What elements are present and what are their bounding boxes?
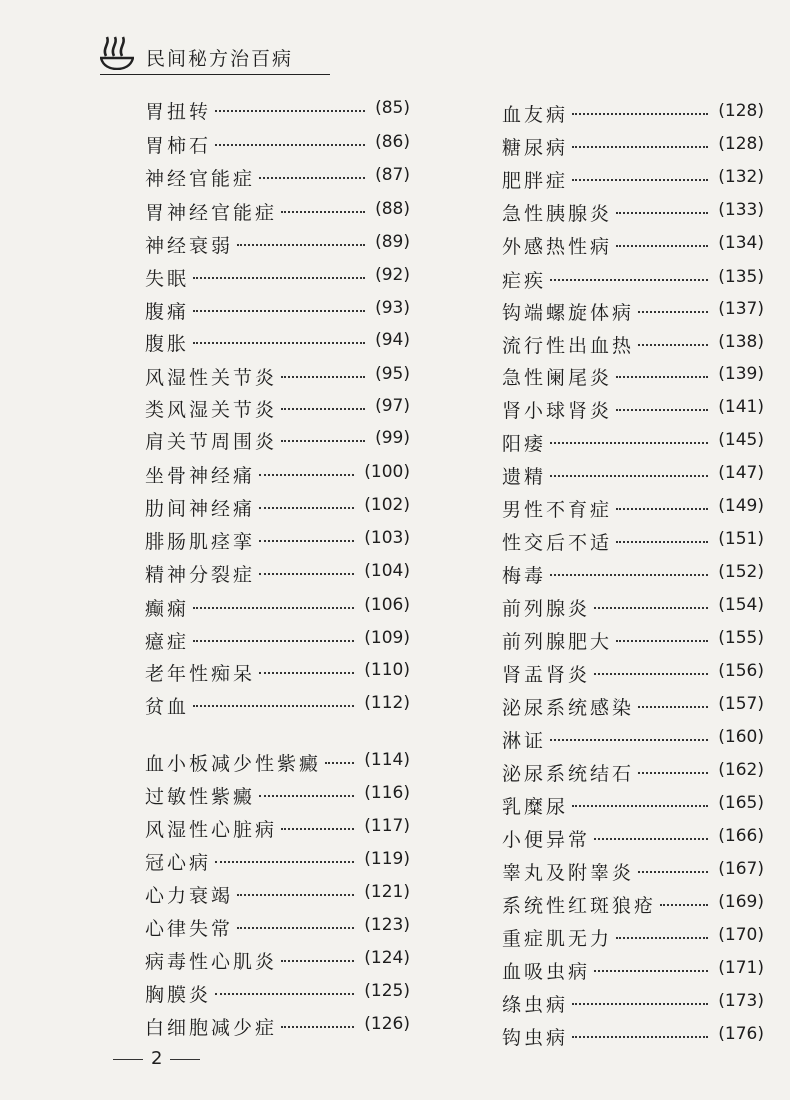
toc-entry-title: 淋证 — [502, 730, 547, 752]
toc-entry-page: (88) — [375, 199, 410, 219]
toc-entry — [145, 594, 410, 626]
toc-entry-title: 系统性红斑狼疮 — [502, 895, 657, 917]
toc-entry-page: (116) — [364, 783, 410, 803]
toc-entry — [145, 363, 410, 395]
toc-entry-page: (114) — [364, 750, 410, 770]
dot-leader — [259, 795, 354, 797]
toc-entry — [502, 792, 764, 824]
toc-entry — [145, 749, 410, 781]
toc-entry-title: 泌尿系统结石 — [502, 763, 635, 785]
toc-entry — [145, 297, 410, 329]
toc-entry-title: 钩端螺旋体病 — [502, 302, 635, 324]
toc-entry-page: (162) — [718, 760, 764, 780]
toc-entry — [145, 494, 410, 526]
toc-entry — [145, 97, 410, 129]
toc-entry-page: (156) — [718, 661, 764, 681]
dot-leader — [193, 705, 354, 707]
toc-entry-page: (97) — [375, 396, 410, 416]
toc-entry — [502, 858, 764, 890]
toc-entry-title: 风湿性心脏病 — [145, 819, 278, 841]
toc-entry — [145, 527, 410, 559]
toc-entry-title: 重症肌无力 — [502, 928, 613, 950]
toc-entry-title: 腹胀 — [145, 333, 190, 355]
toc-entry-title: 类风湿关节炎 — [145, 399, 278, 421]
toc-entry-page: (110) — [364, 660, 410, 680]
toc-entry-title: 钩虫病 — [502, 1027, 569, 1049]
toc-entry — [502, 100, 764, 132]
toc-entry — [145, 914, 410, 946]
dot-leader — [259, 507, 354, 509]
toc-entry-title: 阳痿 — [502, 433, 547, 455]
toc-entry — [145, 329, 410, 361]
dot-leader — [616, 212, 708, 214]
toc-entry-page: (121) — [364, 882, 410, 902]
toc-entry-title: 肋间神经痛 — [145, 498, 256, 520]
toc-entry-title: 胃神经官能症 — [145, 202, 278, 224]
dot-leader — [259, 540, 354, 542]
toc-entry-page: (134) — [718, 233, 764, 253]
toc-entry — [145, 395, 410, 427]
toc-entry-page: (139) — [718, 364, 764, 384]
dot-leader — [638, 344, 708, 346]
dot-leader — [572, 179, 708, 181]
toc-entry-title: 心力衰竭 — [145, 885, 234, 907]
dot-leader — [281, 1026, 354, 1028]
toc-entry — [502, 627, 764, 659]
toc-entry-title: 神经衰弱 — [145, 235, 234, 257]
toc-entry-title: 肾盂肾炎 — [502, 664, 591, 686]
dot-leader — [259, 474, 354, 476]
toc-entry — [145, 164, 410, 196]
toc-entry-page: (112) — [364, 693, 410, 713]
toc-entry-title: 前列腺炎 — [502, 598, 591, 620]
toc-entry — [145, 692, 410, 724]
toc-entry — [145, 131, 410, 163]
running-header — [100, 30, 740, 80]
toc-entry — [145, 461, 410, 493]
toc-entry-title: 外感热性病 — [502, 236, 613, 258]
toc-entry-title: 病毒性心肌炎 — [145, 951, 278, 973]
toc-entry-page: (123) — [364, 915, 410, 935]
footer-dash-right — [170, 1059, 200, 1060]
book-title: 民间秘方治百病 — [146, 48, 294, 70]
toc-entry-page: (154) — [718, 595, 764, 615]
flame-logo-icon — [100, 34, 134, 70]
toc-entry-page: (119) — [364, 849, 410, 869]
toc-entry — [145, 427, 410, 459]
toc-entry — [502, 232, 764, 264]
dot-leader — [550, 279, 708, 281]
toc-entry — [502, 825, 764, 857]
toc-entry-page: (87) — [375, 165, 410, 185]
toc-entry-title: 冠心病 — [145, 852, 212, 874]
toc-entry-title: 疟疾 — [502, 270, 547, 292]
toc-entry-title: 腓肠肌痉挛 — [145, 531, 256, 553]
toc-entry-title: 乳糜尿 — [502, 796, 569, 818]
toc-entry — [502, 990, 764, 1022]
toc-entry-page: (155) — [718, 628, 764, 648]
toc-entry-page: (176) — [718, 1024, 764, 1044]
dot-leader — [550, 442, 708, 444]
dot-leader — [660, 904, 708, 906]
dot-leader — [572, 805, 708, 807]
toc-entry-page: (92) — [375, 265, 410, 285]
toc-entry — [502, 693, 764, 725]
footer-dash-left — [113, 1059, 143, 1060]
dot-leader — [281, 408, 365, 410]
toc-entry-page: (128) — [718, 134, 764, 154]
toc-entry-title: 贫血 — [145, 696, 190, 718]
toc-entry-title: 癔症 — [145, 631, 190, 653]
toc-entry — [145, 264, 410, 296]
toc-entry — [502, 528, 764, 560]
toc-entry-title: 心律失常 — [145, 918, 234, 940]
dot-leader — [215, 144, 365, 146]
toc-entry — [502, 759, 764, 791]
dot-leader — [594, 838, 708, 840]
toc-entry-title: 神经官能症 — [145, 168, 256, 190]
toc-entry-title: 绦虫病 — [502, 994, 569, 1016]
header-rule — [100, 74, 330, 75]
toc-entry-page: (165) — [718, 793, 764, 813]
dot-leader — [594, 607, 708, 609]
toc-entry-page: (106) — [364, 595, 410, 615]
toc-entry-title: 遗精 — [502, 466, 547, 488]
dot-leader — [550, 739, 708, 741]
dot-leader — [616, 409, 708, 411]
toc-entry-page: (102) — [364, 495, 410, 515]
dot-leader — [616, 376, 708, 378]
dot-leader — [193, 310, 365, 312]
toc-entry-title: 小便异常 — [502, 829, 591, 851]
toc-entry — [145, 815, 410, 847]
dot-leader — [638, 772, 708, 774]
dot-leader — [572, 146, 708, 148]
toc-entry-page: (141) — [718, 397, 764, 417]
dot-leader — [281, 960, 354, 962]
toc-entry — [502, 726, 764, 758]
toc-entry-title: 睾丸及附睾炎 — [502, 862, 635, 884]
toc-entry — [145, 980, 410, 1012]
toc-entry-page: (86) — [375, 132, 410, 152]
toc-entry-page: (124) — [364, 948, 410, 968]
toc-entry — [145, 198, 410, 230]
toc-entry — [145, 627, 410, 659]
toc-entry-page: (135) — [718, 267, 764, 287]
toc-entry-page: (100) — [364, 462, 410, 482]
toc-entry-title: 胃扭转 — [145, 101, 212, 123]
toc-entry-title: 胸膜炎 — [145, 984, 212, 1006]
toc-entry — [502, 166, 764, 198]
dot-leader — [550, 475, 708, 477]
dot-leader — [572, 1036, 708, 1038]
toc-entry-page: (151) — [718, 529, 764, 549]
dot-leader — [193, 640, 354, 642]
dot-leader — [259, 177, 365, 179]
dot-leader — [237, 244, 365, 246]
toc-entry — [145, 947, 410, 979]
toc-entry — [145, 881, 410, 913]
toc-entry-title: 肩关节周围炎 — [145, 431, 278, 453]
toc-entry-title: 肾小球肾炎 — [502, 400, 613, 422]
toc-entry-title: 糖尿病 — [502, 137, 569, 159]
dot-leader — [259, 573, 354, 575]
toc-entry-page: (157) — [718, 694, 764, 714]
toc-entry — [502, 1023, 764, 1055]
dot-leader — [215, 861, 354, 863]
toc-entry — [502, 660, 764, 692]
toc-entry-title: 过敏性紫癜 — [145, 786, 256, 808]
toc-entry — [145, 1013, 410, 1045]
toc-entry-page: (169) — [718, 892, 764, 912]
toc-entry-page: (145) — [718, 430, 764, 450]
toc-entry-page: (167) — [718, 859, 764, 879]
toc-entry-title: 血友病 — [502, 104, 569, 126]
toc-entry-title: 肥胖症 — [502, 170, 569, 192]
dot-leader — [281, 376, 365, 378]
toc-entry — [502, 891, 764, 923]
toc-entry-title: 癫痫 — [145, 598, 190, 620]
toc-entry — [502, 561, 764, 593]
toc-entry-page: (95) — [375, 364, 410, 384]
dot-leader — [193, 342, 365, 344]
toc-entry-page: (85) — [375, 98, 410, 118]
toc-entry — [145, 231, 410, 263]
dot-leader — [215, 993, 354, 995]
toc-entry — [145, 848, 410, 880]
dot-leader — [594, 673, 708, 675]
dot-leader — [325, 762, 354, 764]
toc-entry-title: 流行性出血热 — [502, 335, 635, 357]
dot-leader — [215, 110, 365, 112]
toc-entry-title: 前列腺肥大 — [502, 631, 613, 653]
toc-entry — [502, 957, 764, 989]
toc-entry-page: (117) — [364, 816, 410, 836]
toc-entry-page: (128) — [718, 101, 764, 121]
toc-entry-page: (104) — [364, 561, 410, 581]
page-number-footer — [105, 1048, 208, 1069]
dot-leader — [638, 706, 708, 708]
toc-entry-page: (152) — [718, 562, 764, 582]
dot-leader — [572, 1003, 708, 1005]
dot-leader — [572, 113, 708, 115]
dot-leader — [594, 970, 708, 972]
toc-entry-page: (99) — [375, 428, 410, 448]
toc-entry-title: 胃柿石 — [145, 135, 212, 157]
toc-entry-title: 坐骨神经痛 — [145, 465, 256, 487]
toc-entry-title: 急性阑尾炎 — [502, 367, 613, 389]
toc-entry-page: (103) — [364, 528, 410, 548]
toc-entry-title: 腹痛 — [145, 301, 190, 323]
toc-entry-page: (133) — [718, 200, 764, 220]
dot-leader — [638, 311, 708, 313]
dot-leader — [259, 672, 354, 674]
toc-entry — [502, 363, 764, 395]
toc-entry-title: 泌尿系统感染 — [502, 697, 635, 719]
dot-leader — [281, 211, 365, 213]
dot-leader — [616, 245, 708, 247]
dot-leader — [237, 894, 354, 896]
toc-entry — [502, 266, 764, 298]
toc-entry — [145, 782, 410, 814]
toc-entry-page: (170) — [718, 925, 764, 945]
dot-leader — [638, 871, 708, 873]
toc-entry-title: 失眠 — [145, 268, 190, 290]
dot-leader — [193, 607, 354, 609]
toc-entry-title: 精神分裂症 — [145, 564, 256, 586]
toc-entry — [502, 495, 764, 527]
toc-entry-title: 血小板减少性紫癜 — [145, 753, 322, 775]
toc-entry-title: 血吸虫病 — [502, 961, 591, 983]
toc-entry-page: (138) — [718, 332, 764, 352]
toc-entry-page: (93) — [375, 298, 410, 318]
toc-entry-page: (132) — [718, 167, 764, 187]
toc-entry — [502, 429, 764, 461]
toc-entry — [502, 298, 764, 330]
dot-leader — [281, 828, 354, 830]
toc-entry-page: (171) — [718, 958, 764, 978]
toc-entry-title: 男性不育症 — [502, 499, 613, 521]
toc-entry — [502, 199, 764, 231]
toc-entry — [502, 924, 764, 956]
toc-entry-title: 急性胰腺炎 — [502, 203, 613, 225]
toc-entry — [502, 594, 764, 626]
dot-leader — [281, 440, 365, 442]
toc-entry — [145, 560, 410, 592]
toc-entry — [502, 133, 764, 165]
toc-entry — [502, 396, 764, 428]
toc-entry — [502, 462, 764, 494]
toc-entry — [502, 331, 764, 363]
dot-leader — [616, 937, 708, 939]
toc-entry-page: (109) — [364, 628, 410, 648]
dot-leader — [616, 640, 708, 642]
dot-leader — [616, 508, 708, 510]
toc-entry-title: 老年性痴呆 — [145, 663, 256, 685]
toc-entry-page: (94) — [375, 330, 410, 350]
toc-entry-title: 白细胞减少症 — [145, 1017, 278, 1039]
dot-leader — [237, 927, 354, 929]
dot-leader — [616, 541, 708, 543]
toc-entry-page: (147) — [718, 463, 764, 483]
dot-leader — [193, 277, 365, 279]
toc-entry — [145, 659, 410, 691]
toc-entry-title: 性交后不适 — [502, 532, 613, 554]
toc-entry-page: (137) — [718, 299, 764, 319]
toc-entry-page: (160) — [718, 727, 764, 747]
toc-entry-page: (125) — [364, 981, 410, 1001]
toc-entry-title: 风湿性关节炎 — [145, 367, 278, 389]
page-number: 2 — [151, 1048, 163, 1069]
toc-entry-title: 梅毒 — [502, 565, 547, 587]
toc-entry-page: (126) — [364, 1014, 410, 1034]
dot-leader — [550, 574, 708, 576]
toc-entry-page: (173) — [718, 991, 764, 1011]
toc-entry-page: (149) — [718, 496, 764, 516]
toc-entry-page: (89) — [375, 232, 410, 252]
toc-entry-page: (166) — [718, 826, 764, 846]
